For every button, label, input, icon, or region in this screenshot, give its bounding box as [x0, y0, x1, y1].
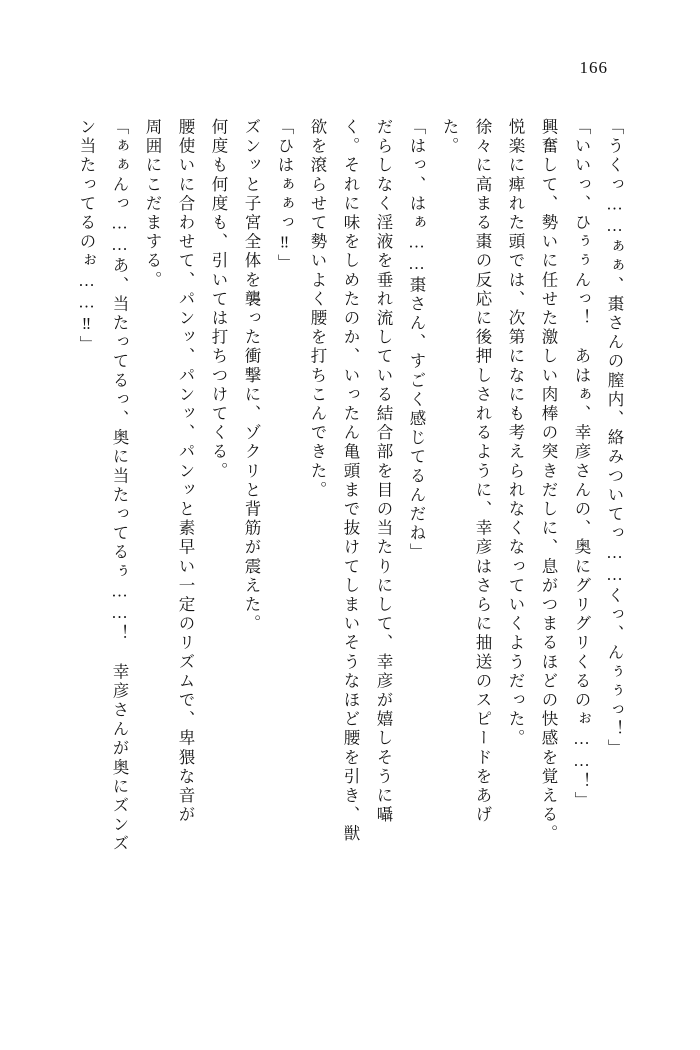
text-column: く。それに味をしめたのか、いったん亀頭まで抜けてしまいそうなほど腰を引き、獣 — [341, 118, 360, 844]
text-column: 欲を滾らせて勢いよく腰を打ちこんできた。 — [308, 118, 327, 500]
text-column: 徐々に高まる棗の反応に後押しされるように、幸彦はさらに抽送のスピードをあげ — [473, 118, 492, 825]
text-column: ズンッと子宮全体を襲った衝撃に、ゾクリと背筋が震えた。 — [242, 118, 261, 634]
text-column: 「うくっ……ぁぁ、棗さんの膣内、絡みついてっ……くっ、んぅぅっ！」 — [605, 118, 624, 759]
vertical-text-body — [62, 118, 622, 992]
text-column: 「ぁぁんっ……あ、当たってるっ、奥に当たってるぅ……！ 幸彦さんが奥にズンズ — [110, 118, 129, 854]
text-column: 興奮して、勢いに任せた激しい肉棒の突きだしに、息がつまるほどの快感を覚える。 — [539, 118, 558, 844]
text-column: 「ひはぁぁっ‼」 — [275, 118, 294, 274]
text-column: 「はっ、はぁ……棗さん、すごく感じてるんだね」 — [407, 118, 426, 563]
text-column: 周囲にこだまする。 — [143, 118, 162, 290]
text-column: 何度も何度も、引いては打ちつけてくる。 — [209, 118, 228, 481]
text-column: 「いいっ、ひぅぅんっ！ あはぁ、幸彦さんの、奥にグリグリくるのぉ……！」 — [572, 118, 591, 811]
text-column: た。 — [440, 118, 459, 157]
text-column: 悦楽に痺れた頭では、次第になにも考えられなくなっていくようだった。 — [506, 118, 525, 749]
text-column: だらしなく淫液を垂れ流している結合部を目の当たりにして、幸彦が嬉しそうに囁 — [374, 118, 393, 825]
text-column: 腰使いに合わせて、パンッ、パンッ、パンッと素早い一定のリズムで、卑猥な音が — [176, 118, 195, 825]
page-number: 166 — [579, 58, 608, 77]
text-column: ン当たってるのぉ……‼」 — [77, 118, 96, 355]
